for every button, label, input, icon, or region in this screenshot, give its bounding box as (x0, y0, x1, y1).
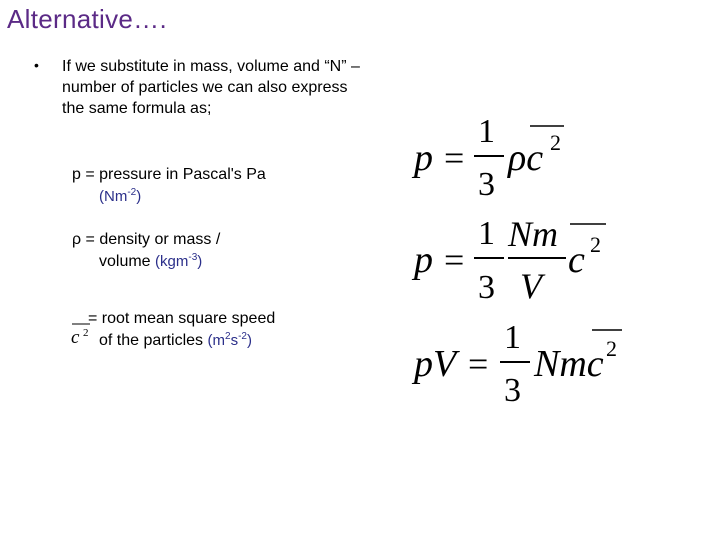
f1-numerator: 1 (478, 113, 495, 150)
f1-lhs: p (414, 137, 433, 179)
f1-denominator: 3 (478, 166, 495, 202)
f3-numerator: 1 (504, 319, 521, 356)
intro-text: If we substitute in mass, volume and “N” – number of particles we can also express the same formula as; (62, 58, 360, 117)
f2-exponent: 2 (590, 232, 601, 257)
f2-numerator: 1 (478, 215, 495, 252)
formula-pressure-density (408, 110, 608, 207)
density-definition (72, 229, 220, 273)
pressure-definition-text: p = pressure in Pascal's Pa (72, 166, 266, 183)
formula-pv-nmc (408, 316, 628, 413)
f3-equals: = (468, 344, 489, 384)
f1-exponent: 2 (550, 130, 561, 155)
slide-title: Alternative…. (7, 4, 167, 34)
c-squared-exponent: 2 (83, 327, 89, 339)
f1-rhs: ρc (508, 137, 544, 179)
density-definition-line1: ρ = density or mass / (72, 231, 221, 248)
f3-rhs: Nmc (534, 343, 604, 385)
bullet-marker: • (34, 57, 39, 73)
f3-denominator: 3 (504, 372, 521, 408)
f2-numerator-2: Nm (508, 214, 559, 254)
rms-definition-line2: of the particles $(m^2s^{-2})$ (99, 331, 252, 349)
rms-definition (88, 308, 275, 352)
f1-equals: = (444, 138, 465, 178)
density-definition-line2: volume (kgm$^{-3}$) (99, 252, 203, 270)
f2-lhs: p (414, 239, 433, 281)
rms-definition-line1: = root mean square speed (88, 310, 276, 327)
f2-denominator-2: V (520, 266, 542, 302)
f2-rhs: c (568, 239, 585, 281)
f3-exponent: 2 (606, 336, 617, 361)
formula-pressure-nmv (408, 210, 618, 307)
f3-lhs: pV (414, 343, 457, 385)
c-squared-base: c (71, 327, 80, 348)
f2-denominator: 3 (478, 269, 495, 302)
f2-equals: = (444, 240, 465, 280)
pressure-unit: $(Nm^{-2})$ (99, 187, 142, 205)
pressure-definition (72, 164, 266, 208)
